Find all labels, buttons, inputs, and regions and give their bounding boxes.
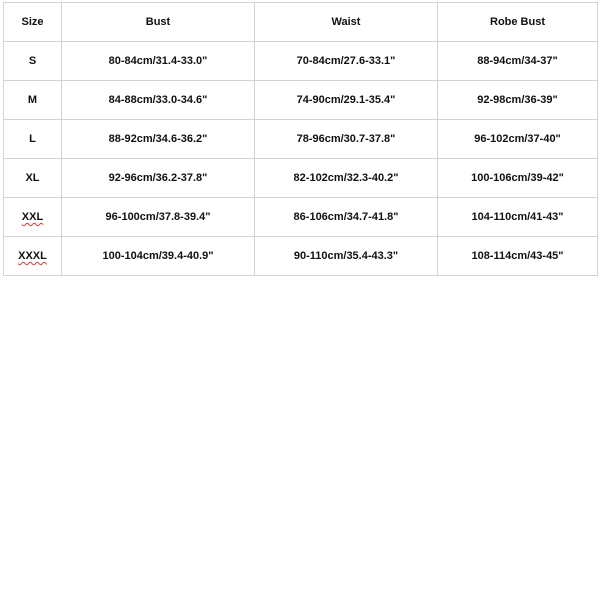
column-header-bust: Bust bbox=[62, 3, 255, 42]
robe-bust-cell: 108-114cm/43-45" bbox=[438, 237, 598, 276]
table-row bbox=[4, 159, 598, 198]
column-header-waist: Waist bbox=[255, 3, 438, 42]
robe-bust-cell: 100-106cm/39-42" bbox=[438, 159, 598, 198]
waist-cell: 82-102cm/32.3-40.2" bbox=[255, 159, 438, 198]
waist-cell: 90-110cm/35.4-43.3" bbox=[255, 237, 438, 276]
size-cell: L bbox=[4, 120, 62, 159]
robe-bust-cell: 104-110cm/41-43" bbox=[438, 198, 598, 237]
size-label-spellcheck: XXL bbox=[21, 211, 44, 223]
bust-cell: 96-100cm/37.8-39.4" bbox=[62, 198, 255, 237]
size-cell: XL bbox=[4, 159, 62, 198]
robe-bust-cell: 96-102cm/37-40" bbox=[438, 120, 598, 159]
table-header-row bbox=[4, 3, 598, 42]
column-header-size: Size bbox=[4, 3, 62, 42]
bust-cell: 92-96cm/36.2-37.8" bbox=[62, 159, 255, 198]
size-chart-table bbox=[3, 2, 598, 276]
table-row bbox=[4, 81, 598, 120]
robe-bust-cell: 88-94cm/34-37" bbox=[438, 42, 598, 81]
waist-cell: 74-90cm/29.1-35.4" bbox=[255, 81, 438, 120]
size-cell: S bbox=[4, 42, 62, 81]
size-cell bbox=[4, 237, 62, 276]
size-cell bbox=[4, 198, 62, 237]
table-row bbox=[4, 198, 598, 237]
bust-cell: 88-92cm/34.6-36.2" bbox=[62, 120, 255, 159]
bust-cell: 100-104cm/39.4-40.9" bbox=[62, 237, 255, 276]
waist-cell: 70-84cm/27.6-33.1" bbox=[255, 42, 438, 81]
bust-cell: 80-84cm/31.4-33.0" bbox=[62, 42, 255, 81]
bust-cell: 84-88cm/33.0-34.6" bbox=[62, 81, 255, 120]
table-row bbox=[4, 237, 598, 276]
waist-cell: 86-106cm/34.7-41.8" bbox=[255, 198, 438, 237]
size-label-spellcheck: XXXL bbox=[18, 250, 47, 262]
table-row bbox=[4, 42, 598, 81]
column-header-robe-bust: Robe Bust bbox=[438, 3, 598, 42]
robe-bust-cell: 92-98cm/36-39" bbox=[438, 81, 598, 120]
waist-cell: 78-96cm/30.7-37.8" bbox=[255, 120, 438, 159]
size-cell: M bbox=[4, 81, 62, 120]
table-row bbox=[4, 120, 598, 159]
